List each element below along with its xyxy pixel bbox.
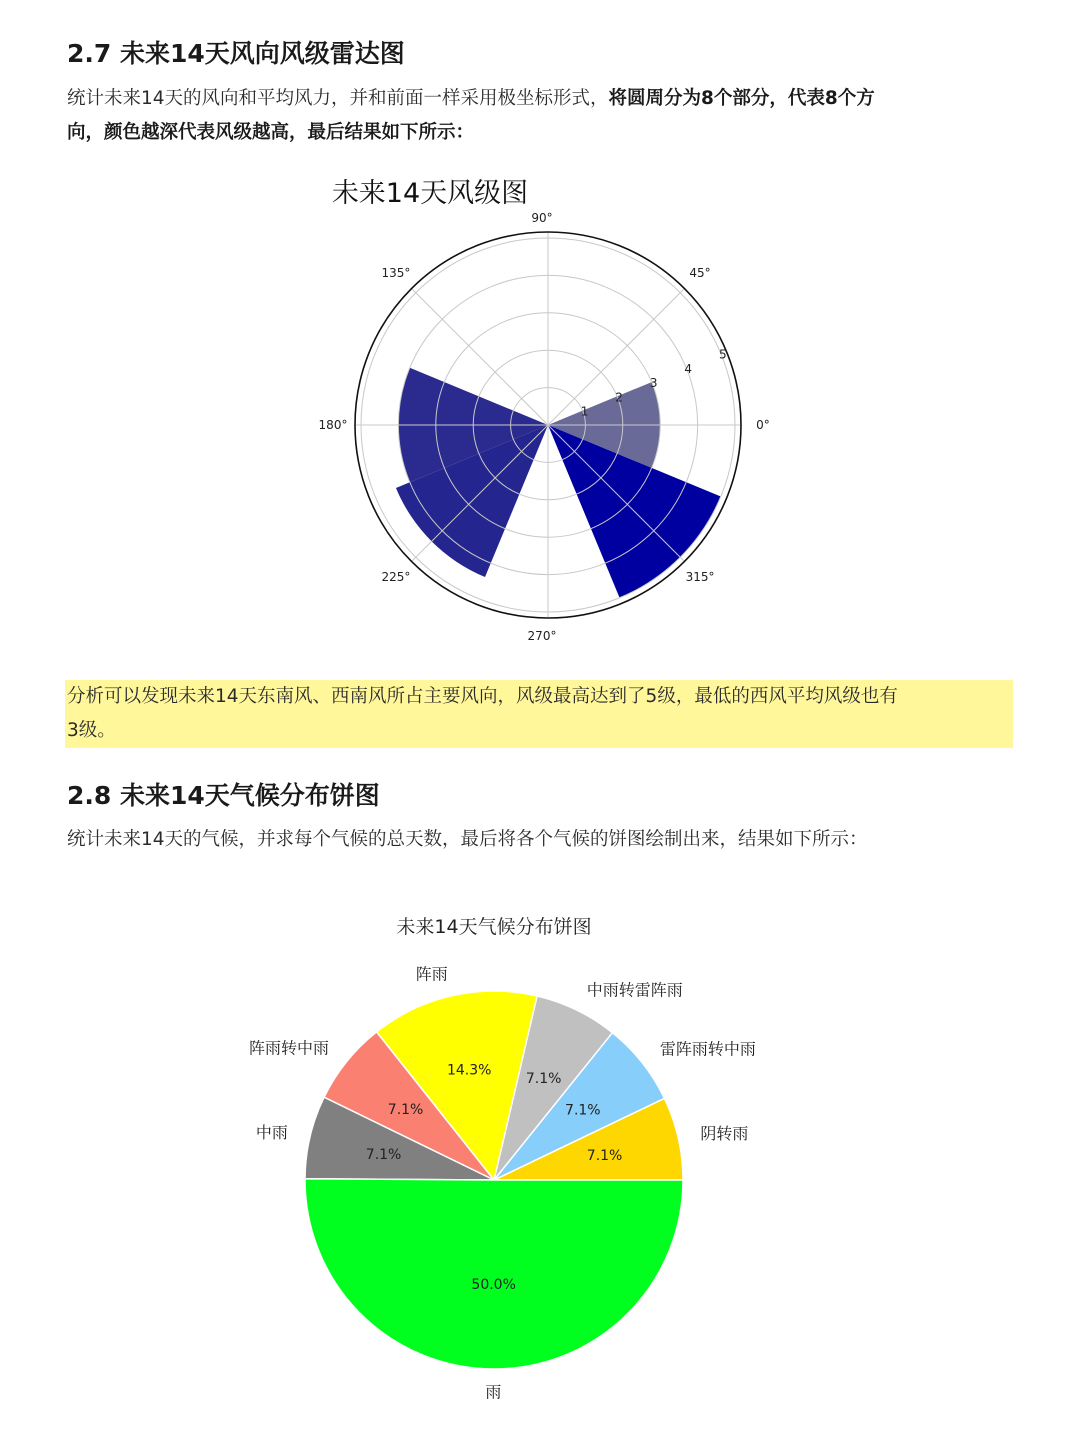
pie-slice-6 xyxy=(305,1179,683,1369)
paragraph-radar-plain: 统计未来14天的风向和平均风力，并和前面一样采用极坐标形式， xyxy=(67,88,609,109)
polar-angle-label: 270° xyxy=(527,629,557,643)
pie-category-label: 阵雨 xyxy=(415,964,448,984)
polar-angle-label: 0° xyxy=(756,418,770,432)
pie-pct-label: 7.1% xyxy=(525,1071,562,1088)
paragraph-pie-intro: 统计未来14天的气候，并求每个气候的总天数，最后将各个气候的饼图绘制出来，结果如下所示： xyxy=(67,829,868,850)
pie-title: 未来14天气候分布饼图 xyxy=(396,916,592,938)
polar-angle-label: 90° xyxy=(531,211,553,225)
polar-wind-chart xyxy=(0,0,1080,670)
polar-angle-label: 180° xyxy=(318,418,348,432)
pie-category-label: 中雨 xyxy=(255,1122,288,1142)
pie-pct-label: 7.1% xyxy=(387,1101,424,1118)
paragraph-radar-bold-2: 向，颜色越深代表风级越高，最后结果如下所示： xyxy=(67,122,475,143)
weather-pie-chart xyxy=(0,880,1080,1420)
polar-title: 未来14天风级图 xyxy=(331,178,529,209)
polar-angle-label: 45° xyxy=(689,265,711,280)
paragraph-radar-bold-1: 将圆周分为8个部分，代表8个方 xyxy=(608,88,875,109)
highlight-line-2: 3级。 xyxy=(67,720,116,741)
section-title-pie: 2.8 未来14天气候分布饼图 xyxy=(67,781,380,810)
section-title-radar: 2.7 未来14天风向风级雷达图 xyxy=(67,39,405,68)
pie-category-label: 雷阵雨转中雨 xyxy=(659,1039,756,1059)
pie-category-label: 阵雨转中雨 xyxy=(248,1038,329,1058)
pie-pct-label: 7.1% xyxy=(565,1102,601,1119)
highlight-line-1: 分析可以发现未来14天东南风、西南风所占主要风向，风级最高达到了5级，最低的西风平均风级也有 xyxy=(67,686,898,707)
pie-pct-label: 7.1% xyxy=(365,1147,402,1164)
polar-angle-label: 135° xyxy=(381,265,411,280)
polar-angle-label: 225° xyxy=(381,570,411,585)
polar-angle-label: 315° xyxy=(685,570,715,585)
pie-pct-label: 7.1% xyxy=(586,1147,623,1164)
pie-pct-label: 50.0% xyxy=(471,1276,516,1293)
pie-category-label: 中雨转雷阵雨 xyxy=(586,980,683,1000)
pie-category-label: 阴转雨 xyxy=(700,1124,749,1144)
polar-radial-tick: 5 xyxy=(718,347,727,362)
pie-pct-label: 14.3% xyxy=(446,1062,492,1079)
polar-radial-tick: 4 xyxy=(684,361,693,376)
polar-radial-tick: 3 xyxy=(649,376,658,391)
pie-category-label: 雨 xyxy=(485,1382,502,1402)
polar-radial-tick: 2 xyxy=(615,390,623,405)
polar-radial-tick: 1 xyxy=(580,404,589,419)
